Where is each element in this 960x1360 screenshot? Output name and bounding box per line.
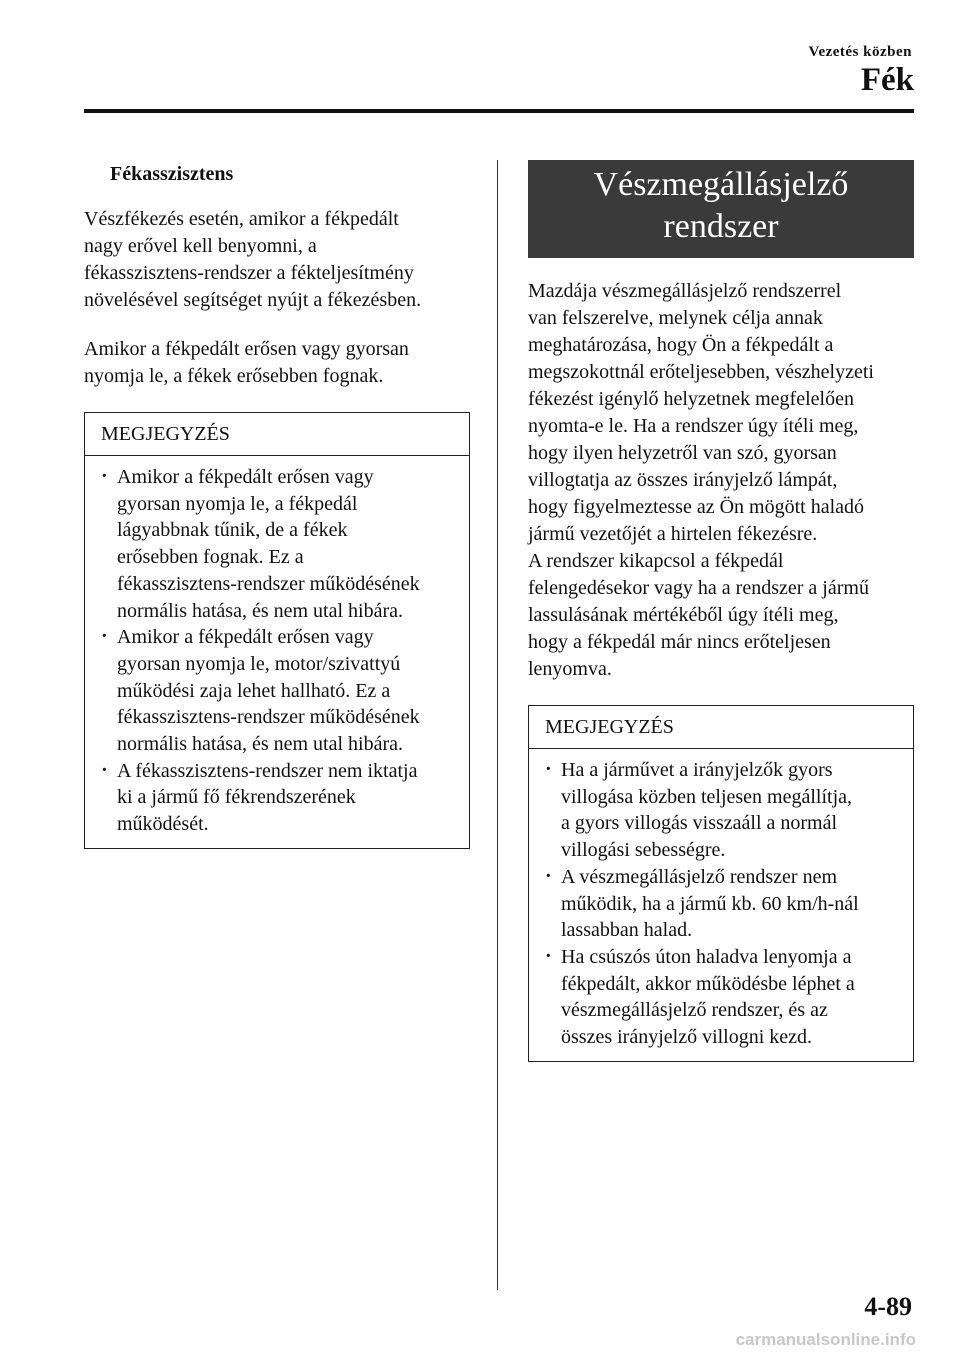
header-chapter-title: Fék — [860, 62, 914, 98]
note-list — [529, 749, 913, 1061]
column-divider — [497, 160, 498, 1290]
body-paragraph: Vészfékezés esetén, amikor a fékpedált nagy erővel kell benyomni, a fékasszisztens-rendszer a fékteljesítmény növelésével segítséget nyújt a fékezésben. — [84, 208, 422, 311]
watermark: carmanualsonline.info — [735, 1330, 916, 1349]
note-item: · Ha a járművet a irányjelzők gyors villogása közben teljesen megállítja, a gyors villogás visszaáll a normál villogási sebességre. — [543, 757, 903, 864]
left-column — [84, 160, 470, 849]
note-item: · A vészmegállásjelző rendszer nem működik, ha a jármű kb. 60 km/h-nál lassabban halad. — [543, 864, 903, 944]
note-box — [84, 412, 470, 849]
section-banner: Vészmegállásjelző rendszer — [528, 160, 914, 258]
body-paragraph: Mazdája vészmegállásjelző rendszerrel van felszerelve, melynek célja annak meghatározása, hogy Ön a fékpedált a megszokottnál erőteljesebben, vészhelyzeti fékezést igénylő helyzetnek megfelelően nyomta-e le. Ha a rendszer úgy ítéli meg, hogy ilyen helyzetről van szó, gyorsan villogtatja az összes irányjelző lámpát, hogy figyelmeztesse az Ön mögött haladó jármű vezetőjét a hirtelen fékezésre. A rendszer kikapcsol a fékpedál felengedésekor vagy ha a rendszer a jármű lassulásának mértékéből úgy ítéli meg, hogy a fékpedál már nincs erőteljesen lenyomva. — [528, 280, 874, 680]
brake-assist-subheading: Fékasszisztens — [110, 163, 234, 185]
note-title: MEGJEGYZÉS — [85, 413, 469, 456]
note-box — [528, 705, 914, 1062]
body-paragraph: Amikor a fékpedált erősen vagy gyorsan nyomja le, a fékek erősebben fognak. — [84, 338, 409, 387]
note-item: · Amikor a fékpedált erősen vagy gyorsan nyomja le, a fékpedál lágyabbnak tűnik, de a fékek erősebben fognak. Ez a fékasszisztens-rendszer működésének normális hatása, és nem utal hibára. — [99, 464, 459, 624]
header-section-label: Vezetés közben — [808, 44, 912, 60]
header-rule — [84, 109, 914, 113]
page-number: 4-89 — [864, 1292, 912, 1321]
note-item: · Ha csúszós úton haladva lenyomja a fékpedált, akkor működésbe léphet a vészmegállásjelző rendszer, és az összes irányjelző villogni kezd. — [543, 944, 903, 1051]
note-list — [85, 456, 469, 848]
note-title: MEGJEGYZÉS — [529, 706, 913, 749]
note-item: · Amikor a fékpedált erősen vagy gyorsan nyomja le, motor/szivattyú működési zaja lehet hallható. Ez a fékasszisztens-rendszer működésének normális hatása, és nem utal hibára. — [99, 624, 459, 758]
note-item: · A fékasszisztens-rendszer nem iktatja ki a jármű fő fékrendszerének működését. — [99, 758, 459, 838]
right-column — [528, 160, 914, 1062]
